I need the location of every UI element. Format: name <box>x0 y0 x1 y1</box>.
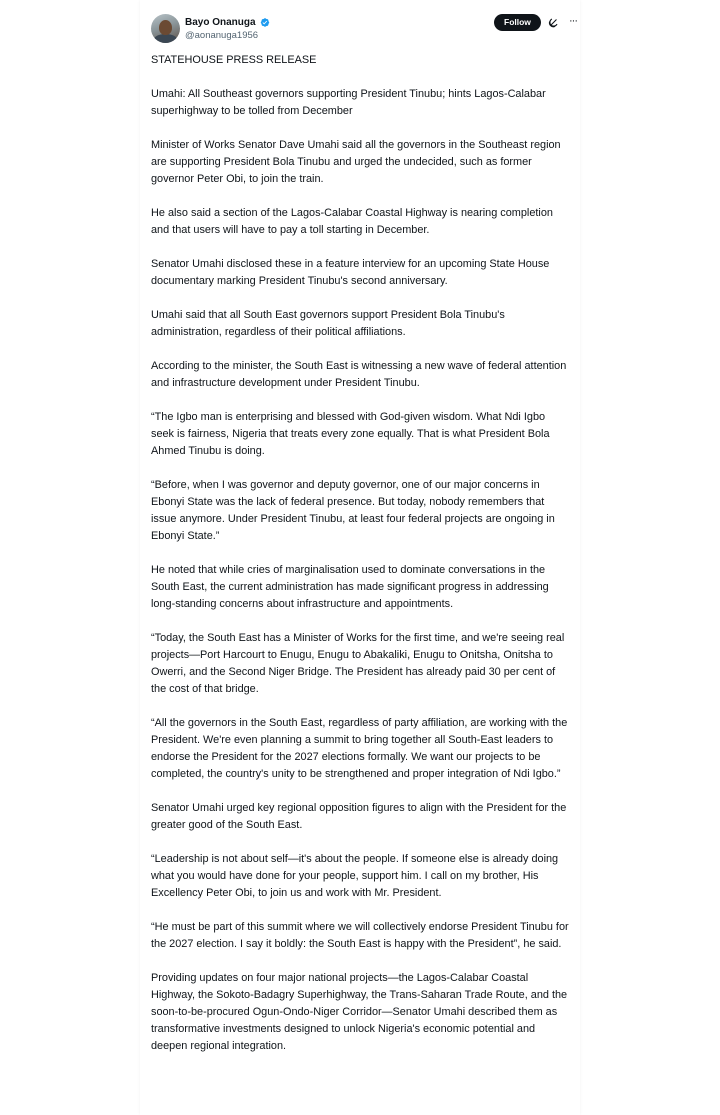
post-paragraph: “Before, when I was governor and deputy governor, one of our major concerns in Ebonyi State was the lack of federal presence. But today, nobody remembers that issue anymore. Under President Tinubu, at least four federal projects are ongoing in Ebonyi State.” <box>151 479 555 542</box>
post-card <box>140 0 580 1115</box>
avatar-face <box>159 20 172 35</box>
post-paragraph: According to the minister, the South East is witnessing a new wave of federal attention and infrastructure development under President Tinubu. <box>151 360 567 389</box>
avatar-shoulders <box>153 34 178 43</box>
post-paragraph: “All the governors in the South East, regardless of party affiliation, are working with the President. We're even planning a summit to bring together all South-East leaders to endorse the President for the 2027 elections formally. We want our projects to be completed, the country's unity to be strengthened and proper integration of Ndi Igbo.” <box>151 717 568 780</box>
post-heading: STATEHOUSE PRESS RELEASE <box>151 54 317 66</box>
avatar[interactable] <box>151 14 180 43</box>
post-paragraph: He noted that while cries of marginalisation used to dominate conversations in the South East, the current administration has made significant progress in addressing long-standing concerns about infrastructure and appointments. <box>151 564 549 610</box>
post-paragraph: Umahi said that all South East governors support President Bola Tinubu's administration, regardless of their political affiliations. <box>151 309 505 338</box>
post-paragraph: Providing updates on four major national projects—the Lagos-Calabar Coastal Highway, the Sokoto-Badagry Superhighway, the Trans-Saharan Trade Route, and the soon-to-be-procured Ogun-Ondo-Niger Corridor—Senator Umahi described them as transformative investments designed to unlock Nigeria's economic potential and deepen regional integration. <box>151 972 568 1052</box>
follow-button[interactable]: Follow <box>494 14 541 31</box>
post-paragraph: “Today, the South East has a Minister of Works for the first time, and we're seeing real projects—Port Harcourt to Enugu, Enugu to Abakaliki, Enugu to Onitsha, Onitsha to Owerri, and the Second Niger Bridge. The President has already paid 30 per cent of the cost of that bridge. <box>151 632 565 695</box>
grok-icon[interactable] <box>547 16 560 29</box>
post-paragraph: “Leadership is not about self—it's about the people. If someone else is already doing what you would have done for your people, support him. I call on my brother, His Excellency Peter Obi, to join us and work with Mr. President. <box>151 853 559 899</box>
post-paragraph: He also said a section of the Lagos-Calabar Coastal Highway is nearing completion and that users will have to pay a toll starting in December. <box>151 207 553 236</box>
post-paragraph: Senator Umahi urged key regional opposition figures to align with the President for the greater good of the South East. <box>151 802 567 831</box>
verified-badge-icon <box>259 17 270 28</box>
post-paragraph: “The Igbo man is enterprising and blessed with God-given wisdom. What Ndi Igbo seek is fairness, Nigeria that treats every zone equally. That is what President Bola Ahmed Tinubu is doing. <box>151 411 550 457</box>
post-paragraph: “He must be part of this summit where we will collectively endorse President Tinubu for the 2027 election. I say it boldly: the South East is happy with the President”, he said. <box>151 921 569 950</box>
author-name-row <box>185 15 270 29</box>
post-paragraph: Minister of Works Senator Dave Umahi said all the governors in the Southeast region are supporting President Bola Tinubu and urged the undecided, such as former governor Peter Obi, to join the train. <box>151 139 561 185</box>
author-display-name[interactable]: Bayo Onanuga <box>185 16 256 28</box>
post-body <box>151 52 571 1072</box>
author-handle[interactable]: @aonanuga1956 <box>185 30 259 41</box>
more-icon[interactable]: ··· <box>569 15 577 27</box>
post-headline: Umahi: All Southeast governors supporting President Tinubu; hints Lagos-Calabar superhighway to be tolled from December <box>151 88 546 117</box>
post-header <box>151 12 577 46</box>
post-paragraph: Senator Umahi disclosed these in a feature interview for an upcoming State House documentary marking President Tinubu's second anniversary. <box>151 258 550 287</box>
